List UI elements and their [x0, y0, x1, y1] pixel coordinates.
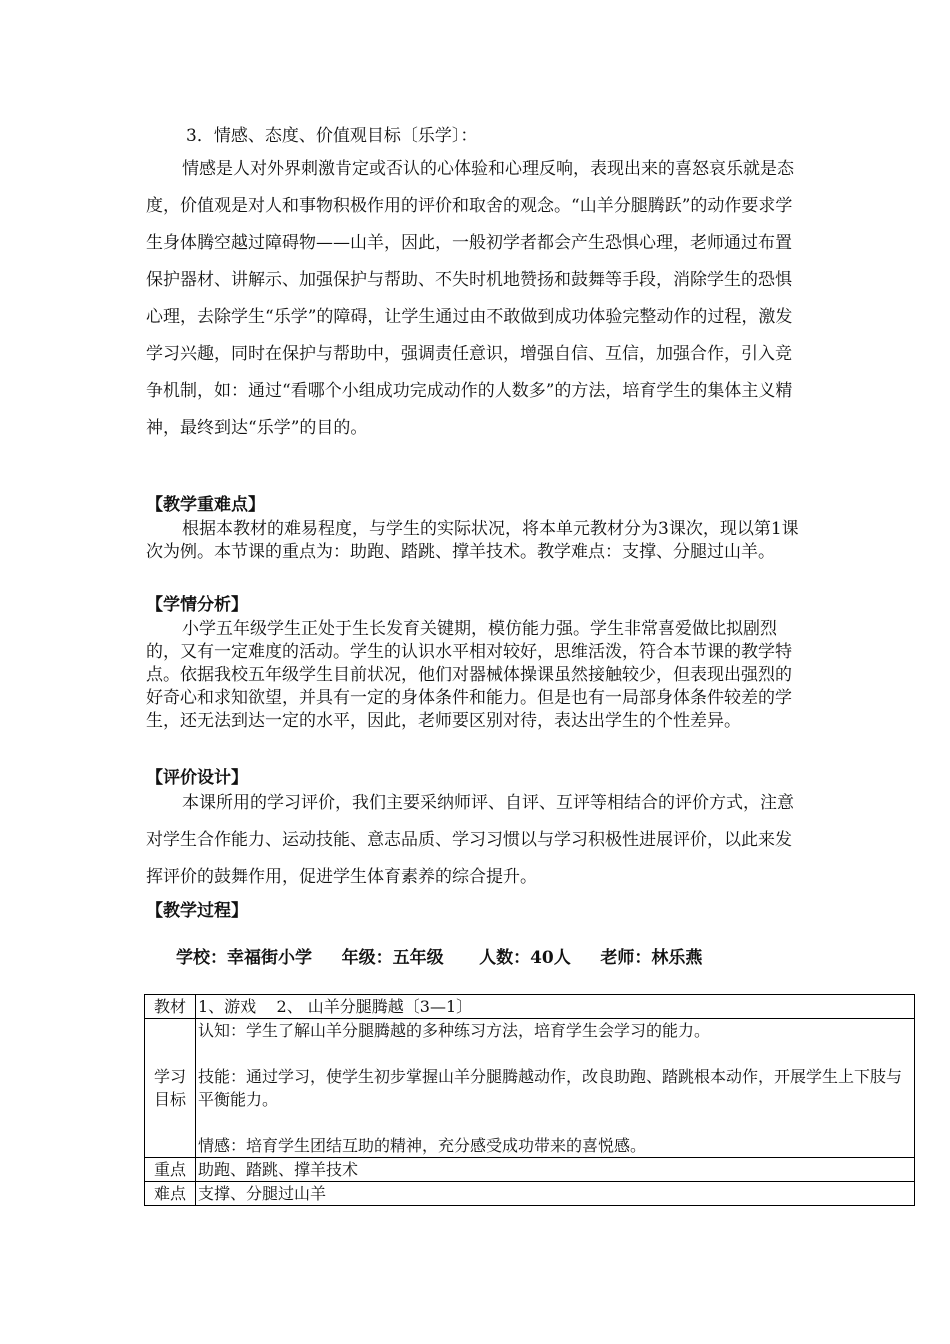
goals-label-text: 学习目标 — [153, 1067, 186, 1109]
key-points-heading: 【教学重难点】 — [146, 495, 265, 515]
class-info: 学校：幸福街小学 年级：五年级 人数：40人 老师：林乐燕 — [176, 948, 703, 968]
goal-cognition: 认知：学生了解山羊分腿腾越的多种练习方法，培育学生会学习的能力。 — [198, 1021, 711, 1040]
table-row — [145, 1158, 915, 1182]
row-content-material: 1、游戏 2、 山羊分腿腾越〔3—1〕 — [196, 995, 915, 1019]
section3-body: 情感是人对外界刺激肯定或否认的心体验和心理反响，表现出来的喜怒哀乐就是态度，价值观是对人和事物积极作用的评价和取舍的观念。“山羊分腿腾跃”的动作要求学生身体腾空越过障碍物——山羊，因此，一般初学者都会产生恐惧心理，老师通过布置保护器材、讲解示、加强保护与帮助、不失时机地赞扬和鼓舞等手段，消除学生的恐惧心理，去除学生“乐学”的障碍，让学生通过由不敢做到成功体验完整动作的过程，激发学习兴趣，同时在保护与帮助中，强调责任意识，增强自信、互信，加强合作，引入竞争机制，如：通过“看哪个小组成功完成动作的人数多”的方法，培育学生的集体主义精神，最终到达“乐学”的目的。 — [146, 159, 794, 438]
evaluation-body: 本课所用的学习评价，我们主要采纳师评、自评、互评等相结合的评价方式，注意对学生合作能力、运动技能、意志品质、学习习惯以与学习积极性进展评价，以此来发挥评价的鼓舞作用，促进学生体育素养的综合提升。 — [146, 793, 794, 887]
row-label-goals — [145, 1019, 196, 1158]
row-content-key: 助跑、踏跳、撑羊技术 — [196, 1158, 915, 1182]
row-content-goals — [196, 1019, 915, 1158]
table-row — [145, 1182, 915, 1206]
row-label-key: 重点 — [145, 1158, 196, 1182]
table-row — [145, 995, 915, 1019]
table-row — [145, 1019, 915, 1158]
row-label-difficulty: 难点 — [145, 1182, 196, 1206]
key-points-body: 根据本教材的难易程度，与学生的实际状况，将本单元教材分为3课次，现以第1课次为例。本节课的重点为：助跑、踏跳、撑羊技术。教学难点：支撑、分腿过山羊。 — [146, 519, 799, 562]
row-label-material: 教材 — [145, 995, 196, 1019]
section3-heading: 3．情感、态度、价值观目标〔乐学〕： — [186, 126, 478, 146]
goal-skill: 技能：通过学习，使学生初步掌握山羊分腿腾越动作，改良助跑、踏跳根本动作，开展学生上下肢与平衡能力。 — [198, 1067, 903, 1109]
goal-emotion: 情感：培育学生团结互助的精神，充分感受成功带来的喜悦感。 — [198, 1136, 647, 1155]
lesson-plan-table — [144, 994, 915, 1206]
row-content-difficulty: 支撑、分腿过山羊 — [196, 1182, 915, 1206]
evaluation-heading: 【评价设计】 — [146, 768, 248, 788]
analysis-body: 小学五年级学生正处于生长发育关键期，模仿能力强。学生非常喜爱做比拟剧烈的，又有一定难度的活动。学生的认识水平相对较好，思维活泼，符合本节课的教学特点。依据我校五年级学生目前状况，他们对器械体操课虽然接触较少，但表现出强烈的好奇心和求知欲望，并具有一定的身体条件和能力。但是也有一局部身体条件较差的学生，还无法到达一定的水平，因此，老师要区别对待，表达出学生的个性差异。 — [146, 619, 792, 731]
process-heading: 【教学过程】 — [146, 901, 248, 921]
analysis-heading: 【学情分析】 — [146, 595, 248, 615]
